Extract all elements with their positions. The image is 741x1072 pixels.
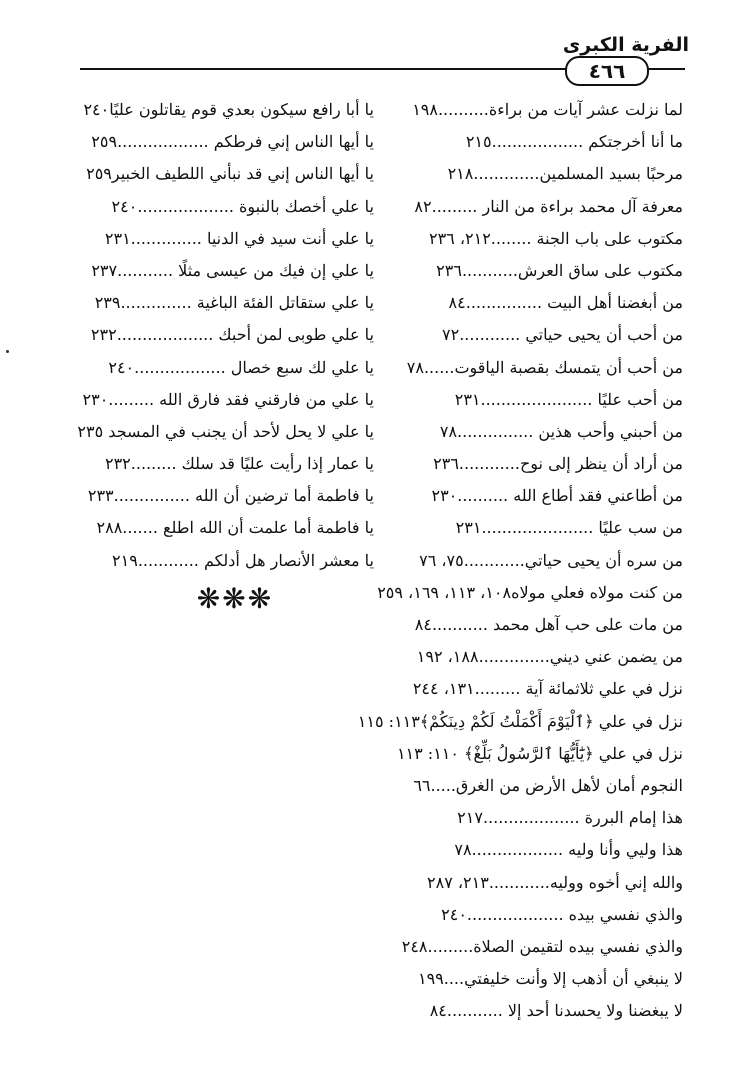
index-column-right	[357, 94, 683, 1027]
index-entry: يا علي أخصك بالنبوة ...................٢٤٠	[111, 196, 374, 216]
index-entry: يا أبا رافع سيكون بعدي قوم يقاتلون عليًا٢٤٠	[83, 100, 374, 119]
index-entry: يا علي أنت سيد في الدنيا ..............٢٣١	[104, 228, 374, 248]
page-number: ٤٦٦	[565, 56, 649, 86]
index-entry: من أحبني وأحب هذين ...............٧٨	[439, 421, 683, 441]
section-end-ornament: ❋❋❋	[196, 582, 274, 615]
index-entry: يا علي ستقاتل الفئة الباغية ..............٢٣٩	[94, 293, 374, 313]
index-entry: من أبغضنا أهل البيت ...............٨٤	[448, 293, 683, 313]
index-entry: من أحب عليًا ......................٢٣١	[454, 389, 683, 409]
index-entry: مكتوب على باب الجنة ........٢١٢، ٢٣٦	[428, 228, 683, 248]
index-entry: يا علي إن فيك من عيسى مثلًا ...........٢٣٧	[91, 260, 374, 280]
index-entry: لا يبغضنا ولا يحسدنا أحد إلا ...........٨٤	[429, 1001, 683, 1021]
index-entry: يا أيها الناس إني قد نبأني اللطيف الخبير٢٥٩	[86, 164, 374, 184]
index-entry: ما أنا أخرجتكم ..................٢١٥	[465, 132, 683, 152]
index-entry: من سره أن يحيى حياتي............٧٥، ٧٦	[419, 550, 683, 570]
index-entry: النجوم أمان لأهل الأرض من الغرق.....٦٦	[413, 775, 683, 795]
index-entry: يا عمار إذا رأيت عليًا قد سلك .........٢٣٢	[104, 454, 374, 474]
index-entry: من أراد أن ينظر إلى نوح............٢٣٦	[433, 454, 683, 474]
index-entry: يا معشر الأنصار هل أدلكم ............٢١٩	[112, 550, 374, 570]
index-entry: من كنت مولاه فعلي مولاه١٠٨، ١١٣، ١٦٩، ٢٥٩	[377, 582, 683, 602]
index-entry: هذا وليي وأنا وليه ..................٧٨	[454, 840, 683, 860]
index-entry: يا فاطمة أما علمت أن الله اطلع .......٢٨٨	[96, 518, 374, 538]
margin-dot	[6, 350, 9, 353]
index-entry: يا فاطمة أما ترضين أن الله ...............٢٣٣	[87, 486, 374, 506]
index-entry: يا علي لا يحل لأحد أن يجنب في المسجد ٢٣٥	[77, 421, 374, 441]
index-entry: نزل في علي ﴿ٱلْيَوْمَ أَكْمَلْتُ لَكُمْ دِينَكُمْ﴾١١٣: ١١٥	[357, 711, 683, 731]
index-entry: يا علي من فارقني فقد فارق الله .........٢٣٠	[82, 389, 374, 409]
index-entry: هذا إمام البررة ...................٢١٧	[457, 808, 683, 828]
index-entry: مكتوب على ساق العرش...........٢٣٦	[436, 260, 683, 280]
index-entry: معرفة آل محمد براءة من النار .........٨٢	[414, 196, 683, 216]
index-entry: يا علي لك سبع خصال ..................٢٤٠	[108, 357, 374, 377]
index-entry: من سب عليًا ......................٢٣١	[455, 518, 683, 538]
index-entry: من أحب أن يتمسك بقصبة الياقوت......٧٨	[406, 357, 683, 377]
index-entry: من يضمن عني ديني..............١٨٨، ١٩٢	[416, 647, 683, 667]
index-entry: والذي نفسي بيده ...................٢٤٠	[441, 904, 683, 924]
index-entry: يا علي طوبى لمن أحبك ...................٢٣٢	[90, 325, 374, 345]
index-entry: والذي نفسي بيده لتقيمن الصلاة.........٢٤٨	[401, 936, 683, 956]
index-entry: لا ينبغي أن أذهب إلا وأنت خليفتي....١٩٩	[417, 969, 683, 989]
index-entry: من أحب أن يحيى حياتي ............٧٢	[442, 325, 683, 345]
index-entry: من مات على حب آهل محمد ...........٨٤	[414, 615, 683, 634]
running-title: الفرية الكبرى	[562, 34, 689, 56]
index-entry: لما نزلت عشر آيات من براءة..........١٩٨	[412, 100, 683, 119]
index-column-left	[77, 94, 374, 577]
index-entry: والله إني أخوه ووليه............٢١٣، ٢٨٧	[427, 872, 683, 892]
index-entry: مرحبًا بسيد المسلمين.............٢١٨	[447, 164, 683, 184]
index-entry: نزل في علي ﴿يَٰٓأَيُّهَا ٱلرَّسُولُ بَلِّغْ﴾ ١١٠: ١١٣	[396, 743, 683, 763]
index-entry: نزل في علي ثلاثمائة آية .........١٣١، ٢٤٤	[412, 679, 683, 699]
index-entry: يا أيها الناس إني فرطكم ..................٢٥٩	[91, 132, 374, 152]
index-entry: من أطاعني فقد أطاع الله ..........٢٣٠	[431, 486, 683, 506]
